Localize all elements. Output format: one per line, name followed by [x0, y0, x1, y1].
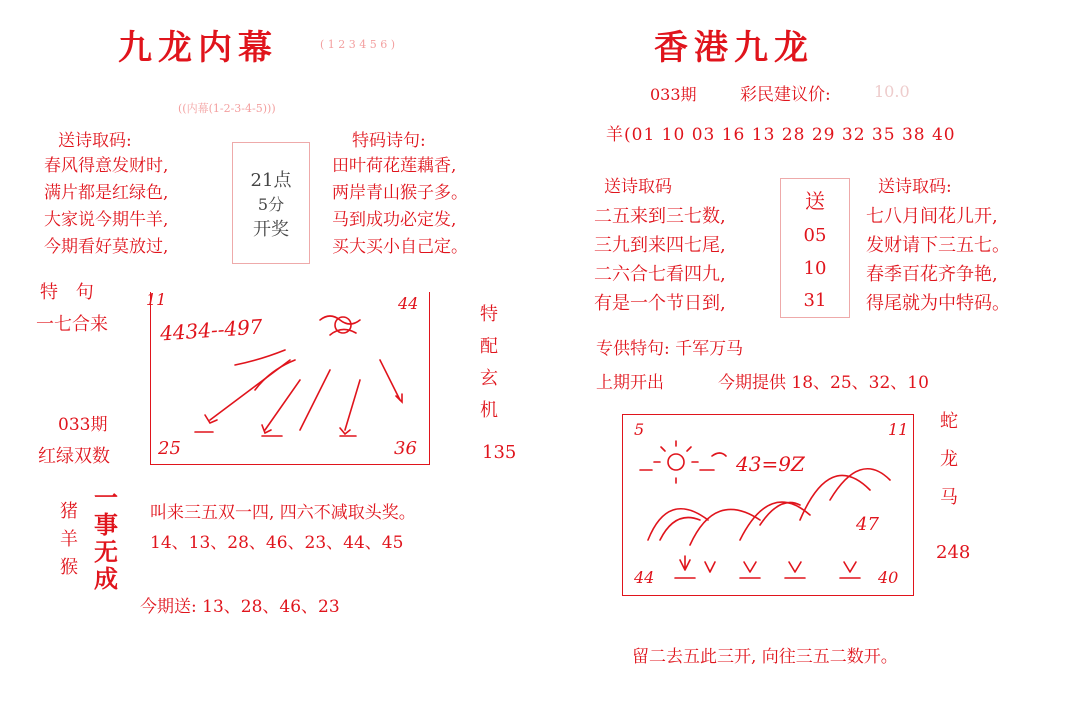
right-sheep-line: 羊(01 10 03 16 13 28 29 32 35 38 40 — [606, 125, 956, 145]
left-special-phrase-label: 特 句 — [40, 282, 100, 303]
side-char: 特 — [480, 304, 498, 325]
time-open: 开奖 — [253, 218, 289, 240]
side-char: 马 — [940, 487, 958, 508]
poem-line: 二六合七看四九, — [594, 264, 726, 285]
box-number: 10 — [803, 257, 827, 279]
right-corner-bl: 44 — [634, 568, 655, 587]
poem-line: 田叶荷花莲藕香, — [332, 156, 457, 176]
right-side-vertical — [940, 410, 958, 510]
poem-line: 春风得意发财时, — [44, 156, 169, 176]
left-corner-bl: 25 — [158, 438, 181, 459]
left-issue: 033期 — [58, 415, 108, 435]
big-char: 事 — [94, 510, 118, 539]
left-corner-tl: 11 — [146, 290, 167, 309]
side-char: 玄 — [480, 368, 498, 389]
right-title: 香港九龙 — [654, 28, 814, 68]
poem-line: 有是一个节日到, — [594, 293, 726, 314]
poem-line: 得尾就为中特码。 — [866, 293, 1010, 314]
big-char: 一 — [94, 483, 118, 512]
poem-line: 今期看好莫放过, — [44, 237, 169, 257]
side-char: 蛇 — [940, 411, 958, 432]
poem-line: 满片都是红绿色, — [44, 183, 169, 203]
animal: 猴 — [60, 557, 78, 578]
left-poem-send-label: 送诗取码: — [58, 131, 132, 151]
right-bottom-line: 留二去五此三开, 向往三五二数开。 — [632, 647, 898, 667]
big-char: 成 — [94, 564, 118, 593]
side-char: 龙 — [940, 449, 958, 470]
right-corner-tl: 5 — [634, 420, 645, 439]
left-numbers-line: 14、13、28、46、23、44、45 — [150, 533, 404, 553]
box-send: 送 — [805, 188, 825, 213]
left-issue-desc: 红绿双数 — [38, 446, 110, 467]
right-corner-br: 40 — [878, 568, 899, 587]
right-poem-left-label: 送诗取码 — [604, 177, 672, 197]
right-last-issue: 上期开出 — [596, 373, 664, 393]
right-mid-number: 47 — [856, 514, 879, 535]
poem-line: 三九到来四七尾, — [594, 235, 726, 256]
animal: 羊 — [60, 529, 78, 550]
right-price-value: 10.0 — [874, 82, 910, 101]
right-special-phrase: 专供特句: 千军万马 — [596, 339, 744, 359]
poem-line: 七八月间花儿开, — [866, 206, 998, 227]
right-scribble: 43=9Z — [736, 452, 805, 476]
right-corner-tr: 11 — [888, 420, 909, 439]
big-char: 无 — [94, 537, 118, 566]
poem-line: 发财请下三五七。 — [866, 235, 1010, 256]
time-hour: 21点 — [250, 169, 292, 191]
left-faint-header: ( 1 2 3 4 5 6 ) — [320, 38, 396, 51]
time-min: 5分 — [257, 194, 285, 214]
left-faint-sub: ((内幕(1-2-3-4-5))) — [178, 102, 276, 115]
side-char: 机 — [480, 400, 498, 421]
poem-line: 买大买小自己定。 — [332, 237, 468, 257]
poem-line: 大家说今期牛羊, — [44, 210, 169, 230]
poem-line: 两岸青山猴子多。 — [332, 183, 468, 203]
poem-line: 马到成功必定发, — [332, 210, 457, 230]
animal: 猪 — [60, 501, 78, 522]
right-side-number: 248 — [936, 542, 971, 563]
right-price-label: 彩民建议价: — [740, 85, 831, 105]
left-poem-special-label: 特码诗句: — [352, 131, 426, 151]
poem-line: 春季百花齐争艳, — [866, 264, 998, 285]
right-poem-right-label: 送诗取码: — [878, 177, 952, 197]
left-corner-br: 36 — [394, 438, 417, 459]
left-scribble: 4434--497 — [159, 314, 264, 346]
left-send-line: 今期送: 13、28、46、23 — [140, 597, 340, 617]
left-side-number: 135 — [482, 442, 517, 463]
left-hint-line: 叫来三五双一四, 四六不减取头奖。 — [150, 503, 416, 523]
box-number: 05 — [803, 225, 827, 247]
left-corner-tr: 44 — [398, 294, 419, 313]
left-title: 九龙内幕 — [118, 28, 278, 68]
right-issue: 033期 — [650, 85, 697, 104]
box-number: 31 — [803, 290, 827, 312]
left-special-phrase: 一七合来 — [36, 314, 108, 335]
poem-line: 二五来到三七数, — [594, 206, 726, 227]
side-char: 配 — [480, 336, 498, 357]
right-this-issue: 今期提供 18、25、32、10 — [718, 373, 929, 393]
